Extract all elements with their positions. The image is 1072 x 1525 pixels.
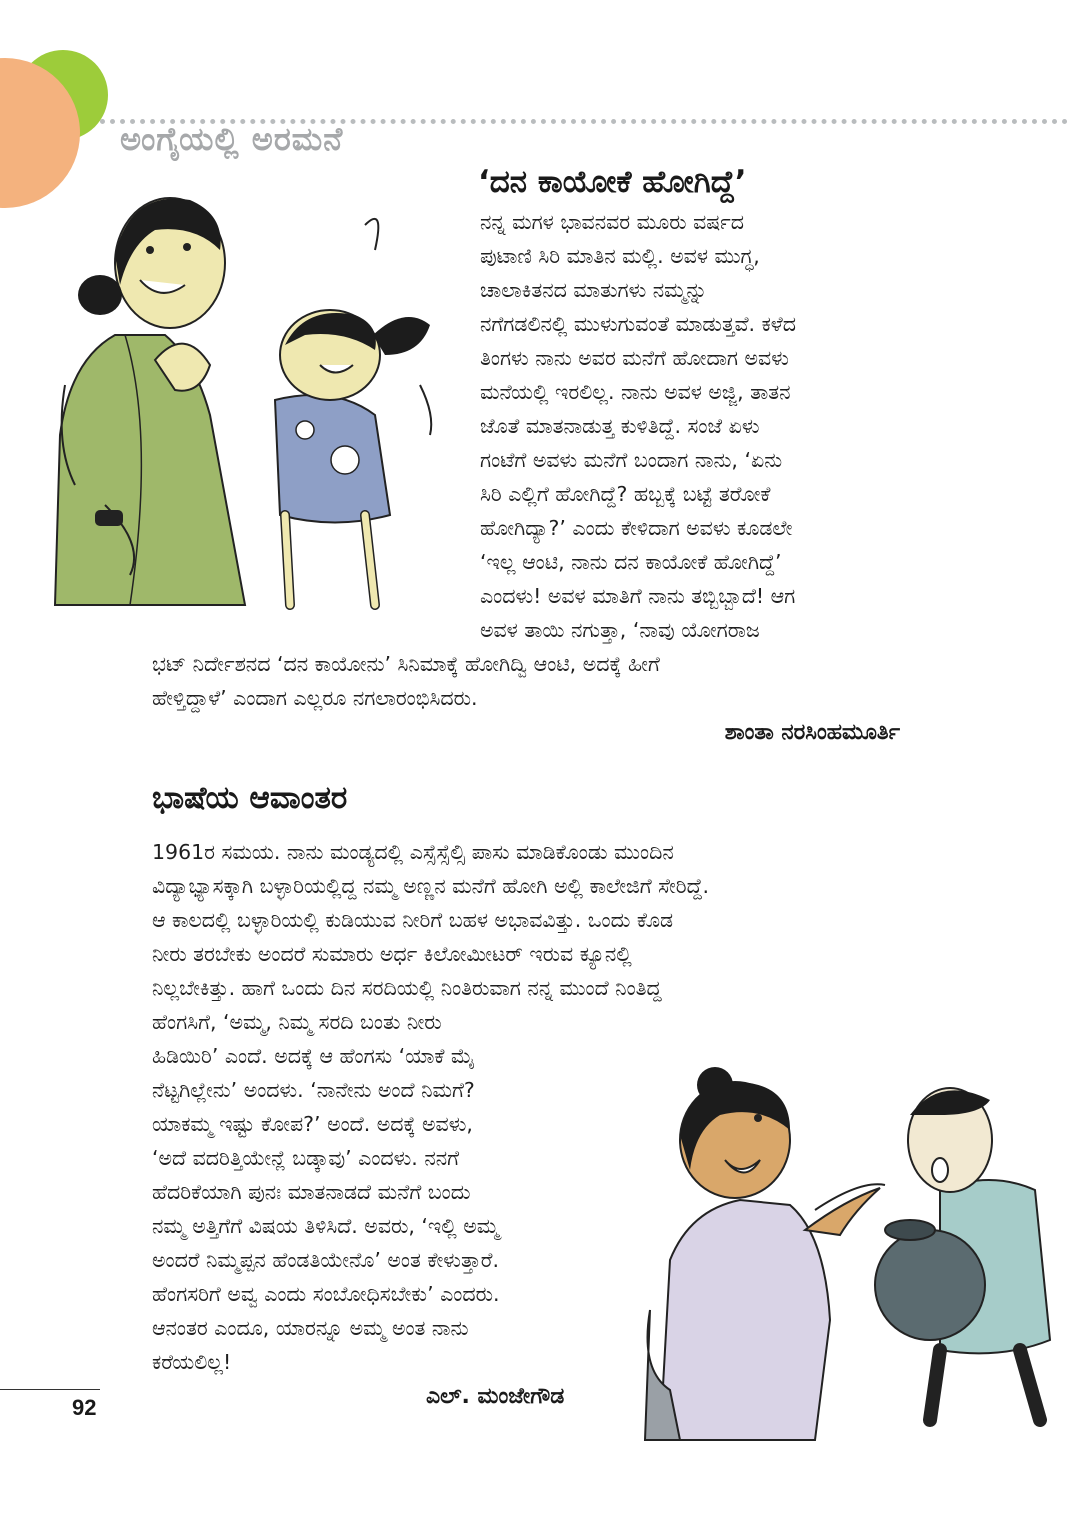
- story2-line: ಅಂದರೆ ನಿಮ್ಮಪ್ಪನ ಹೆಂಡತಿಯೇನೊ’ ಅಂತ ಕೇಳುತ್ತಾರೆ.: [152, 1248, 499, 1272]
- page-number: 92: [72, 1395, 97, 1420]
- section-title: ಅಂಗೈಯಲ್ಲಿ ಅರಮನೆ: [120, 120, 344, 158]
- story2-line: ಹೆಂಗಸಿಗೆ, ‘ಅಮ್ಮ, ನಿಮ್ಮ ಸರದಿ ಬಂತು ನೀರು: [152, 1010, 442, 1034]
- story1-title: ‘ದನ ಕಾಯೋಕೆ ಹೋಗಿದ್ದೆ’: [478, 164, 747, 200]
- story1-line: ಅವಳ ತಾಯಿ ನಗುತ್ತಾ, ‘ನಾವು ಯೋಗರಾಜ: [480, 618, 760, 642]
- story2-line: ಹಿಡಿಯಿರಿ’ ಎಂದೆ. ಅದಕ್ಕೆ ಆ ಹೆಂಗಸು ‘ಯಾಕೆ ಮೈ: [152, 1044, 475, 1068]
- story2-title: ಭಾಷೆಯ ಆವಾಂತರ: [152, 780, 348, 816]
- story1-line: ಭಟ್ ನಿರ್ದೇಶನದ ‘ದನ ಕಾಯೋನು’ ಸಿನಿಮಾಕ್ಕೆ ಹೋಗಿದ್ವಿ ಆಂಟಿ, ಅದಕ್ಕೆ ಹೀಗೆ: [152, 652, 660, 676]
- story1-line: ‘ಇಲ್ಲ ಆಂಟಿ, ನಾನು ದನ ಕಾಯೋಕೆ ಹೋಗಿದ್ದೆ’: [480, 550, 782, 574]
- story2-line: ನೆಟ್ಟಗಿಲ್ಲೇನು’ ಅಂದಳು. ‘ನಾನೇನು ಅಂದೆ ನಿಮಗೆ?: [152, 1078, 475, 1102]
- story2-line: ಆನಂತರ ಎಂದೂ, ಯಾರನ್ನೂ ಅಮ್ಮ ಅಂತ ನಾನು: [152, 1316, 469, 1340]
- story2-line: ನೀರು ತರಬೇಕು ಅಂದರೆ ಸುಮಾರು ಅರ್ಧ ಕಿಲೋಮೀಟರ್ ಇರುವ ಕ್ಯೂನಲ್ಲಿ: [152, 942, 632, 966]
- illustration-woman-and-child: [35, 185, 455, 615]
- story1-line: ಹೇಳ್ತಿದ್ದಾಳೆ’ ಎಂದಾಗ ಎಲ್ಲರೂ ನಗಲಾರಂಭಿಸಿದರು.: [152, 686, 478, 710]
- story2-line: ಆ ಕಾಲದಲ್ಲಿ ಬಳ್ಳಾರಿಯಲ್ಲಿ ಕುಡಿಯುವ ನೀರಿಗೆ ಬಹಳ ಅಭಾವವಿತ್ತು. ಒಂದು ಕೊಡ: [152, 908, 674, 932]
- story2-line: ಯಾಕಮ್ಮ ಇಷ್ಟು ಕೋಪ?’ ಅಂದೆ. ಅದಕ್ಕೆ ಅವಳು,: [152, 1112, 473, 1136]
- story1-line: ಪುಟಾಣಿ ಸಿರಿ ಮಾತಿನ ಮಲ್ಲಿ. ಅವಳ ಮುಗ್ಧ,: [480, 244, 760, 268]
- story1-author: ಶಾಂತಾ ನರಸಿಂಹಮೂರ್ತಿ: [724, 720, 900, 745]
- story1-line: ತಿಂಗಳು ನಾನು ಅವರ ಮನೆಗೆ ಹೋದಾಗ ಅವಳು: [480, 346, 789, 370]
- story1-line: ಗಂಟೆಗೆ ಅವಳು ಮನೆಗೆ ಬಂದಾಗ ನಾನು, ‘ಏನು: [480, 448, 783, 472]
- story2-line: ಕರೆಯಲಿಲ್ಲ!: [152, 1350, 232, 1374]
- story1-line: ಜೊತೆ ಮಾತನಾಡುತ್ತ ಕುಳಿತಿದ್ದೆ. ಸಂಜೆ ಏಳು: [480, 414, 760, 438]
- story1-line: ನಗೆಗಡಲಿನಲ್ಲಿ ಮುಳುಗುವಂತೆ ಮಾಡುತ್ತವೆ. ಕಳೆದ: [480, 312, 796, 336]
- story1-line: ಮನೆಯಲ್ಲಿ ಇರಲಿಲ್ಲ. ನಾನು ಅವಳ ಅಜ್ಜಿ, ತಾತನ: [480, 380, 791, 404]
- page-rule: [0, 1389, 100, 1390]
- story2-line: ಹೆದರಿಕೆಯಾಗಿ ಪುನಃ ಮಾತನಾಡದೆ ಮನೆಗೆ ಬಂದು: [152, 1180, 471, 1204]
- story1-line: ಹೋಗಿದ್ಯಾ?’ ಎಂದು ಕೇಳಿದಾಗ ಅವಳು ಕೂಡಲೇ: [480, 516, 793, 540]
- story2-line: 1961ರ ಸಮಯ. ನಾನು ಮಂಡ್ಯದಲ್ಲಿ ಎಸ್ಸೆಸ್ಸೆಲ್ಸಿ ಪಾಸು ಮಾಡಿಕೊಂಡು ಮುಂದಿನ: [152, 840, 674, 864]
- story1-line: ಚಾಲಾಕಿತನದ ಮಾತುಗಳು ನಮ್ಮನ್ನು: [480, 278, 708, 302]
- illustration-woman-and-man-with-pot: [640, 1060, 1065, 1440]
- story2-line: ನಿಲ್ಲಬೇಕಿತ್ತು. ಹಾಗೆ ಒಂದು ದಿನ ಸರದಿಯಲ್ಲಿ ನಿಂತಿರುವಾಗ ನನ್ನ ಮುಂದೆ ನಿಂತಿದ್ದ: [152, 976, 662, 1000]
- story2-line: ‘ಅದೆ ವದರಿತ್ತಿಯೇನ್ಲೆ ಬಡ್ಕಾವು’ ಎಂದಳು. ನನಗೆ: [152, 1146, 460, 1170]
- story2-line: ವಿದ್ಯಾಭ್ಯಾಸಕ್ಕಾಗಿ ಬಳ್ಳಾರಿಯಲ್ಲಿದ್ದ ನಮ್ಮ ಅಣ್ಣನ ಮನೆಗೆ ಹೋಗಿ ಅಲ್ಲಿ ಕಾಲೇಜಿಗೆ ಸೇರಿದ್ದೆ.: [152, 874, 710, 898]
- story1-line: ಸಿರಿ ಎಲ್ಲಿಗೆ ಹೋಗಿದ್ದೆ? ಹಬ್ಬಕ್ಕೆ ಬಟ್ಟೆ ತರೋಕೆ: [480, 482, 771, 506]
- story2-line: ಹೆಂಗಸರಿಗೆ ಅವ್ವ ಎಂದು ಸಂಬೋಧಿಸಬೇಕು’ ಎಂದರು.: [152, 1282, 500, 1306]
- story1-line: ಎಂದಳು! ಅವಳ ಮಾತಿಗೆ ನಾನು ತಬ್ಬಿಬ್ಬಾದೆ! ಆಗ: [480, 584, 796, 608]
- story2-line: ನಮ್ಮ ಅತ್ತಿಗೆಗೆ ವಿಷಯ ತಿಳಿಸಿದೆ. ಅವರು, ‘ಇಲ್ಲಿ ಅಮ್ಮ: [152, 1214, 500, 1238]
- story1-line: ನನ್ನ ಮಗಳ ಭಾವನವರ ಮೂರು ವರ್ಷದ: [480, 210, 745, 234]
- story2-author: ಎಲ್. ಮಂಜೇಗೌಡ: [426, 1384, 565, 1409]
